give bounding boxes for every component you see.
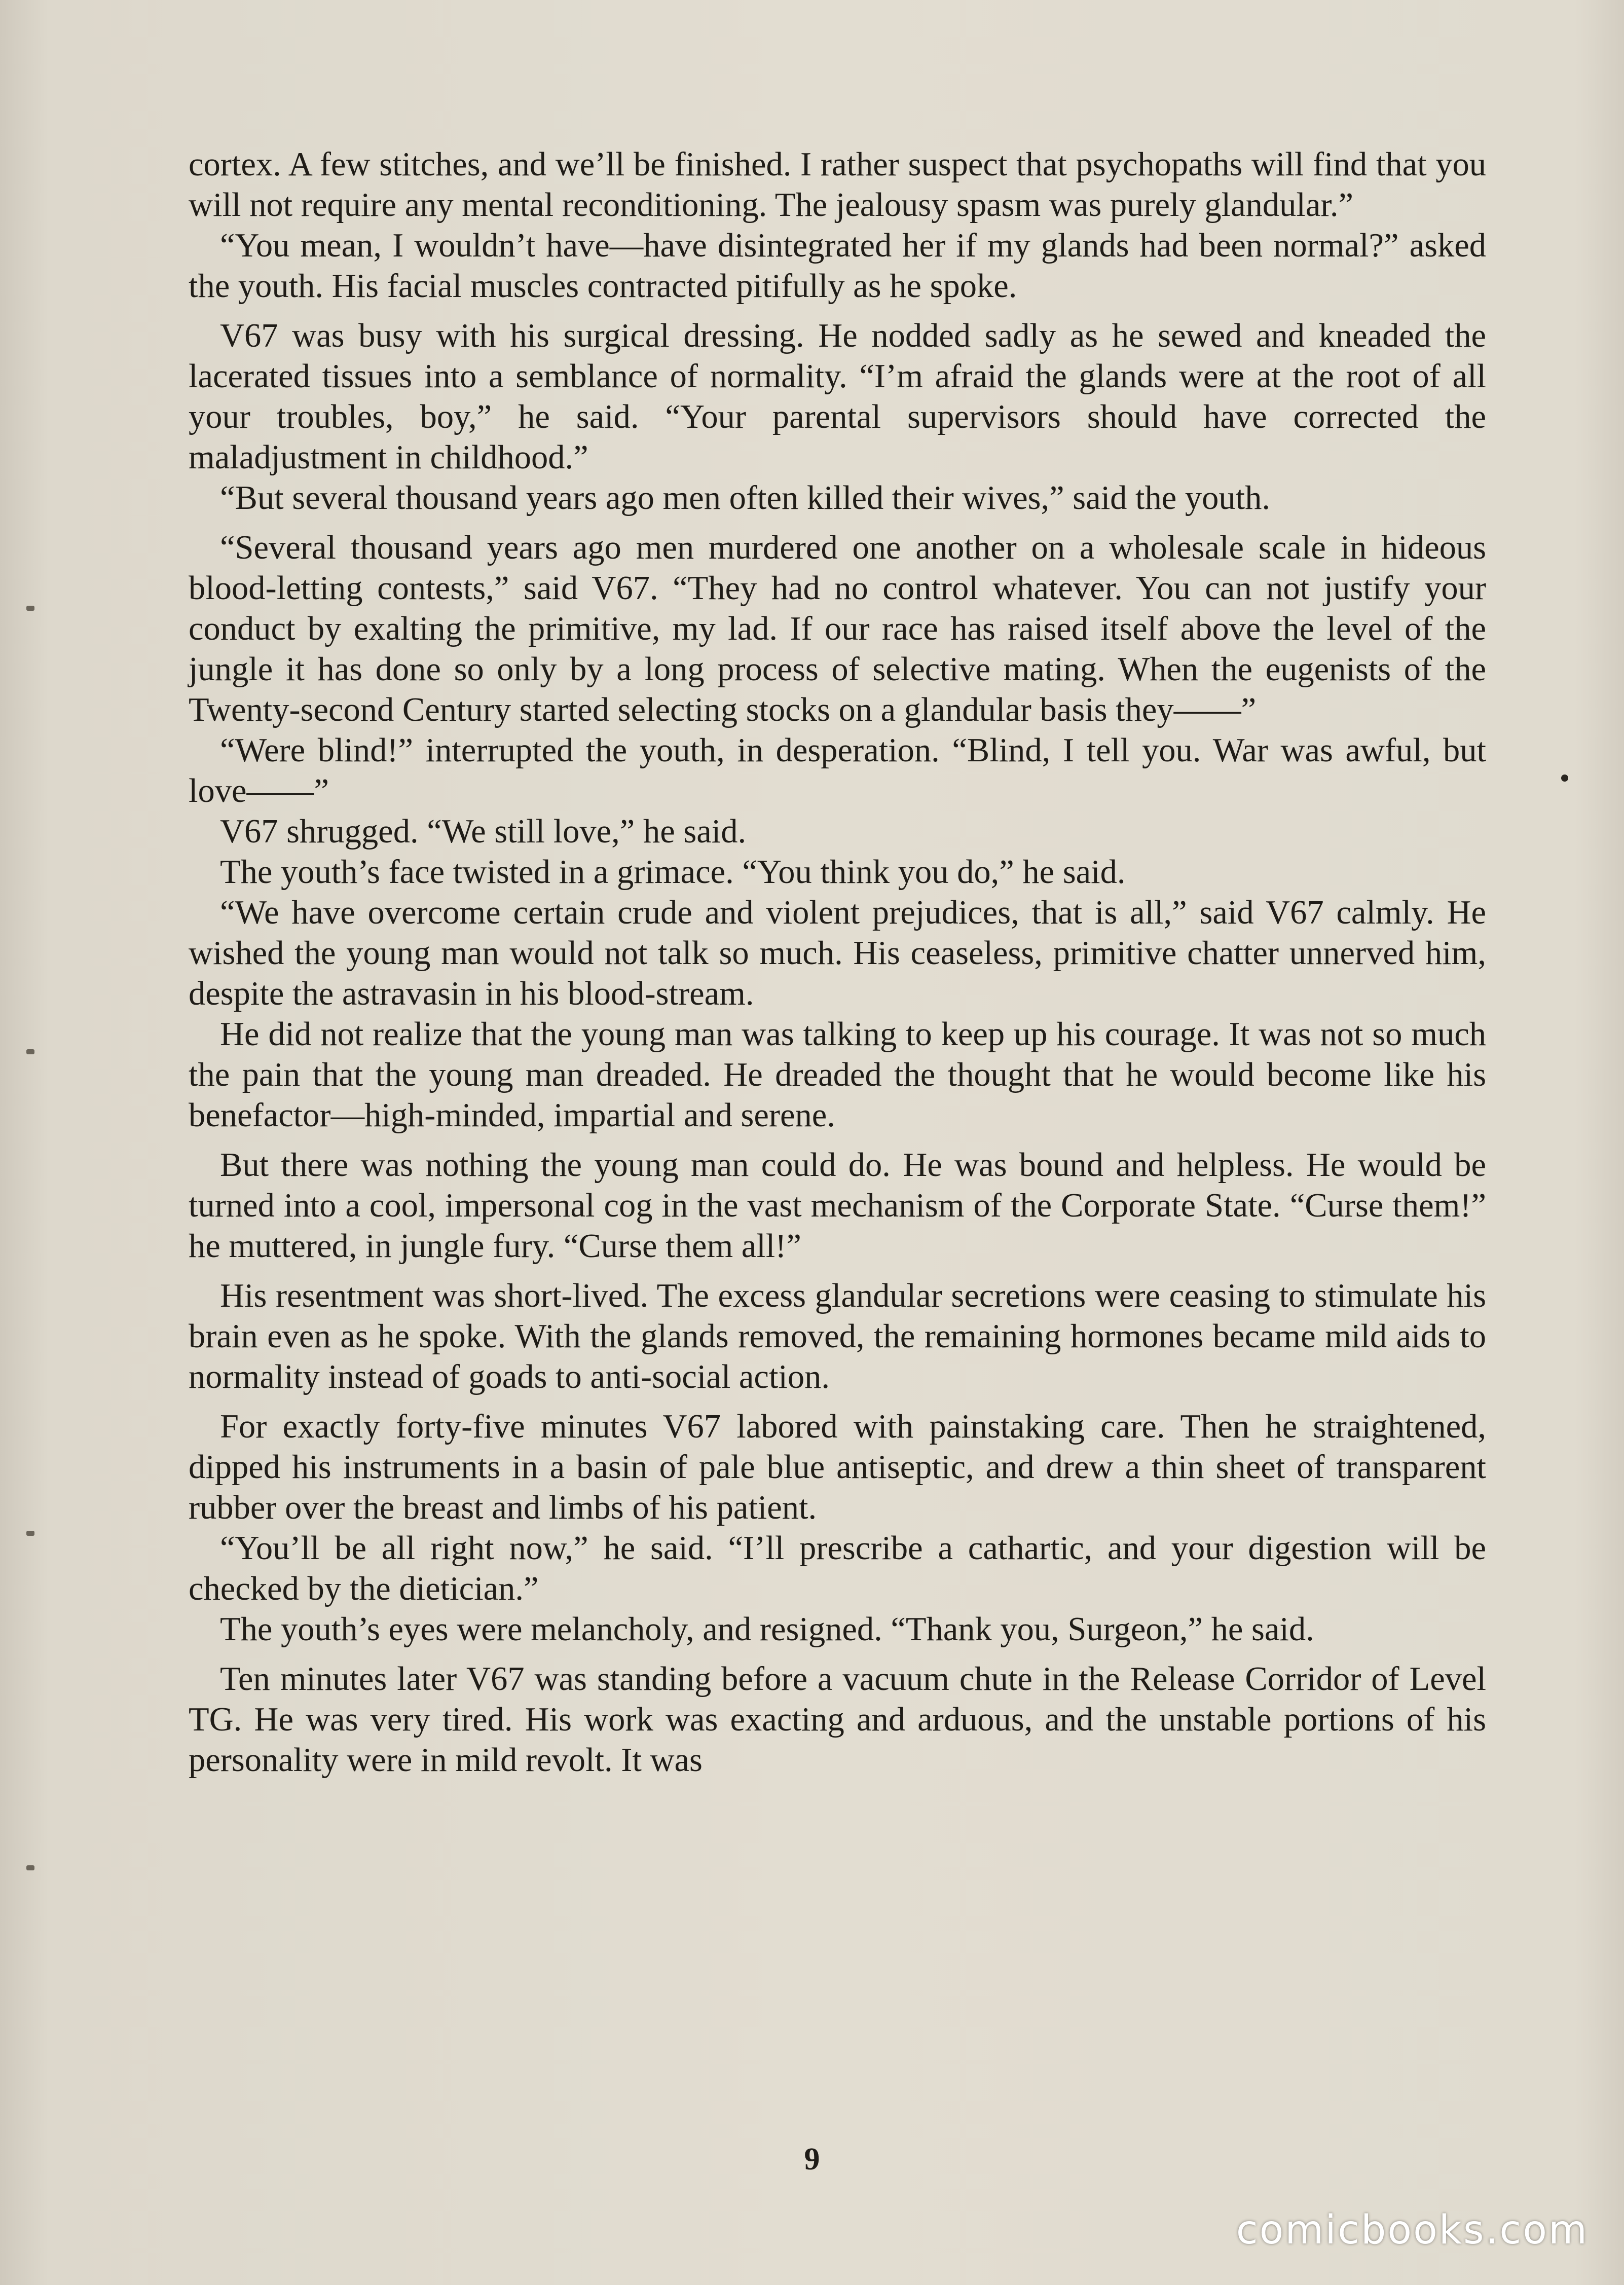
binding-mark [26,1865,34,1870]
paragraph: “Several thousand years ago men murdered one another on a wholesale scale in hideous blood-letting contests,” said V67. “They had no control whatever. You can not justify your conduct by exalting the primitive, my lad. If our race has raised itself above the level of the jungle it has done so only by a long process of selective mating. When the eugenists of the Twenty-second Century started selecting stocks on a glandular basis they——” [189,529,1486,728]
paragraph: But there was nothing the young man could do. He was bound and helpless. He would be turned into a cool, impersonal cog in the vast mechanism of the Corporate State. “Curse them!” he muttered, in jungle fury. “Curse them all!” [189,1147,1486,1265]
paragraph: “Were blind!” interrupted the youth, in desperation. “Blind, I tell you. War was awful, but love——” [189,732,1486,809]
page-number: 9 [804,2142,820,2177]
ink-speck [1561,775,1568,782]
paragraph: His resentment was short-lived. The excess glandular secretions were ceasing to stimulate his brain even as he spoke. With the glands removed, the remaining hormones became mild aids to normality instead of goads to anti-social action. [189,1277,1486,1395]
paragraph: The youth’s face twisted in a grimace. “You think you do,” he said. [220,854,1126,891]
binding-mark [26,1049,34,1054]
binding-mark [26,606,34,611]
paragraph: “You mean, I wouldn’t have—have disintegrated her if my glands had been normal?” asked the youth. His facial muscles contracted pitifully as he spoke. [189,227,1486,305]
story-text [189,144,1486,1781]
paragraph: For exactly forty-five minutes V67 labored with painstaking care. Then he straightened, dipped his instruments in a basin of pale blue antiseptic, and drew a thin sheet of transparent rubber over the breast and limbs of his patient. [189,1408,1486,1526]
paragraph: He did not realize that the young man was talking to keep up his courage. It was not so much the pain that the young man dreaded. He dreaded the thought that he would become like his benefactor—high-minded, impartial and serene. [189,1016,1486,1134]
paragraph: “But several thousand years ago men often killed their wives,” said the youth. [220,480,1271,517]
paragraph: The youth’s eyes were melancholy, and resigned. “Thank you, Surgeon,” he said. [220,1611,1314,1648]
paragraph: cortex. A few stitches, and we’ll be finished. I rather suspect that psychopaths will find that you will not require any mental reconditioning. The jealousy spasm was purely glandular.” [189,146,1486,224]
paragraph: V67 was busy with his surgical dressing. He nodded sadly as he sewed and kneaded the lacerated tissues into a semblance of normality. “I’m afraid the glands were at the root of all your troubles, boy,” he said. “Your parental supervisors should have corrected the maladjustment in childhood.” [189,317,1486,476]
paragraph: V67 shrugged. “We still love,” he said. [220,813,747,850]
paragraph: Ten minutes later V67 was standing before a vacuum chute in the Release Corridor of Level TG. He was very tired. His work was exacting and arduous, and the unstable portions of his personality were in mild revolt. It was [189,1661,1486,1779]
watermark-logo: comicbooks.com [1236,2207,1589,2253]
paragraph: “You’ll be all right now,” he said. “I’ll prescribe a cathartic, and your digestion will be checked by the dietician.” [189,1530,1486,1607]
paragraph: “We have overcome certain crude and violent prejudices, that is all,” said V67 calmly. He wished the young man would not talk so much. His ceaseless, primitive chatter unnerved him, despite the astravasin in his blood-stream. [189,894,1486,1012]
binding-mark [26,1531,34,1536]
